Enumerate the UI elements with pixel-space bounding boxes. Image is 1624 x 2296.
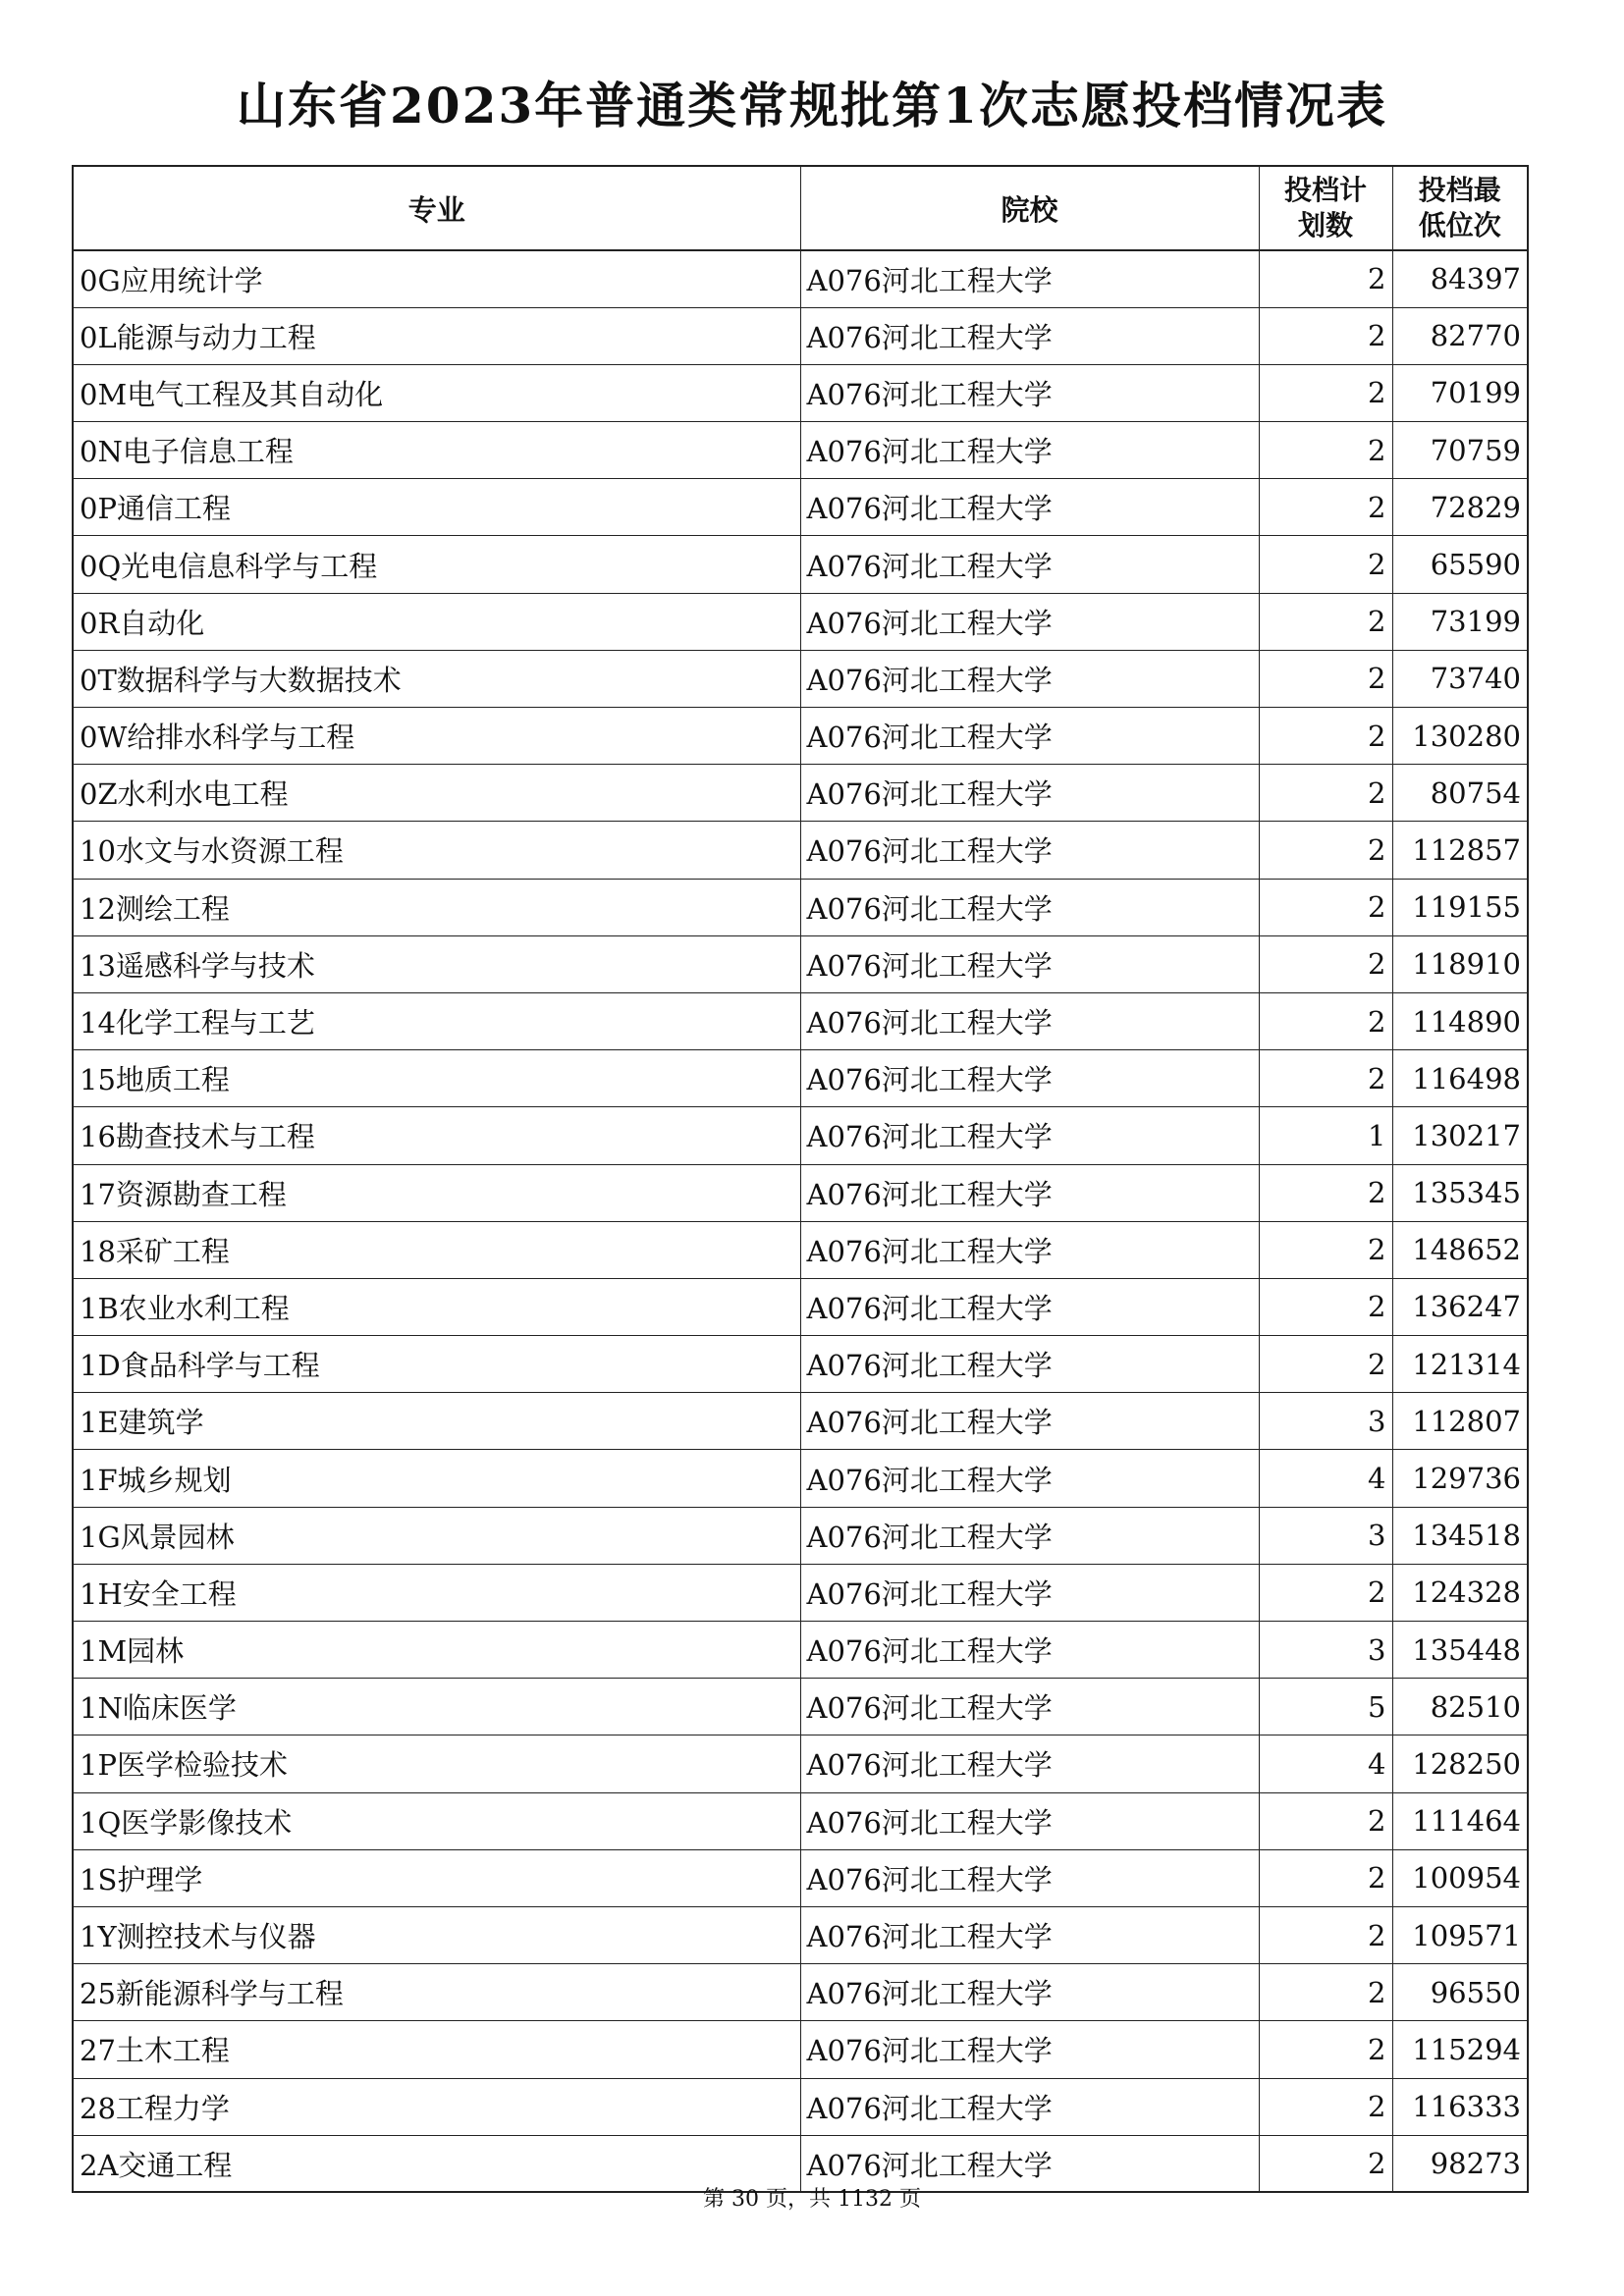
cell-min-rank: 121314: [1392, 1336, 1528, 1393]
table-row: [73, 1450, 1528, 1507]
cell-school: A076河北工程大学: [800, 650, 1259, 707]
cell-school: A076河北工程大学: [800, 1622, 1259, 1679]
cell-school: A076河北工程大学: [800, 1221, 1259, 1278]
cell-min-rank: 65590: [1392, 536, 1528, 593]
cell-plan: 2: [1259, 765, 1392, 822]
cell-major: 1Q医学影像技术: [73, 1792, 800, 1849]
cell-min-rank: 118910: [1392, 935, 1528, 992]
header-plan-line1: 投档计: [1283, 174, 1367, 206]
cell-plan: 2: [1259, 1336, 1392, 1393]
cell-plan: 2: [1259, 1050, 1392, 1107]
page-footer: 第 30 页，共 1132 页: [703, 2187, 921, 2212]
table-row: [73, 1564, 1528, 1621]
cell-min-rank: 130217: [1392, 1107, 1528, 1164]
table-row: [73, 593, 1528, 650]
cell-major: 14化学工程与工艺: [73, 992, 800, 1049]
cell-major: 1H安全工程: [73, 1564, 800, 1621]
cell-min-rank: 130280: [1392, 708, 1528, 765]
cell-major: 12测绘工程: [73, 879, 800, 935]
cell-min-rank: 96550: [1392, 1964, 1528, 2021]
table-row: [73, 1221, 1528, 1278]
cell-plan: 2: [1259, 364, 1392, 421]
cell-min-rank: 134518: [1392, 1507, 1528, 1564]
table-row: [73, 1679, 1528, 1735]
cell-plan: 2: [1259, 935, 1392, 992]
table-row: [73, 1336, 1528, 1393]
table-row: [73, 1507, 1528, 1564]
cell-school: A076河北工程大学: [800, 1336, 1259, 1393]
cell-min-rank: 73199: [1392, 593, 1528, 650]
table-row: [73, 1906, 1528, 1963]
cell-school: A076河北工程大学: [800, 879, 1259, 935]
cell-plan: 2: [1259, 708, 1392, 765]
cell-major: 0L能源与动力工程: [73, 307, 800, 364]
header-min-rank: [1392, 166, 1528, 250]
cell-plan: 2: [1259, 879, 1392, 935]
cell-plan: 2: [1259, 1221, 1392, 1278]
cell-min-rank: 70199: [1392, 364, 1528, 421]
cell-school: A076河北工程大学: [800, 536, 1259, 593]
table-row: [73, 1622, 1528, 1679]
cell-min-rank: 114890: [1392, 992, 1528, 1049]
cell-min-rank: 82770: [1392, 307, 1528, 364]
cell-school: A076河北工程大学: [800, 479, 1259, 536]
cell-major: 27土木工程: [73, 2021, 800, 2078]
table-row: [73, 1164, 1528, 1221]
cell-major: 0N电子信息工程: [73, 422, 800, 479]
cell-plan: 3: [1259, 1393, 1392, 1450]
cell-school: A076河北工程大学: [800, 1164, 1259, 1221]
cell-min-rank: 82510: [1392, 1679, 1528, 1735]
cell-plan: 2: [1259, 2078, 1392, 2135]
cell-major: 0P通信工程: [73, 479, 800, 536]
cell-min-rank: 135448: [1392, 1622, 1528, 1679]
cell-school: A076河北工程大学: [800, 1964, 1259, 2021]
cell-major: 1S护理学: [73, 1849, 800, 1906]
cell-school: A076河北工程大学: [800, 765, 1259, 822]
cell-min-rank: 124328: [1392, 1564, 1528, 1621]
cell-min-rank: 119155: [1392, 879, 1528, 935]
cell-plan: 2: [1259, 479, 1392, 536]
cell-major: 17资源勘查工程: [73, 1164, 800, 1221]
cell-school: A076河北工程大学: [800, 2135, 1259, 2192]
cell-major: 0Z水利水电工程: [73, 765, 800, 822]
table-row: [73, 935, 1528, 992]
cell-major: 0W给排水科学与工程: [73, 708, 800, 765]
cell-school: A076河北工程大学: [800, 2021, 1259, 2078]
header-school: 院校: [800, 166, 1259, 250]
cell-plan: 2: [1259, 536, 1392, 593]
header-plan-line2: 划数: [1297, 209, 1353, 241]
cell-school: A076河北工程大学: [800, 1393, 1259, 1450]
table-row: [73, 307, 1528, 364]
cell-major: 0T数据科学与大数据技术: [73, 650, 800, 707]
table-row: [73, 479, 1528, 536]
table-row: [73, 1792, 1528, 1849]
cell-min-rank: 109571: [1392, 1906, 1528, 1963]
cell-min-rank: 129736: [1392, 1450, 1528, 1507]
table-row: [73, 1050, 1528, 1107]
cell-school: A076河北工程大学: [800, 1906, 1259, 1963]
page-title: 山东省2023年普通类常规批第1次志愿投档情况表: [237, 77, 1387, 134]
cell-school: A076河北工程大学: [800, 1050, 1259, 1107]
cell-major: 1E建筑学: [73, 1393, 800, 1450]
cell-min-rank: 98273: [1392, 2135, 1528, 2192]
cell-major: 1N临床医学: [73, 1679, 800, 1735]
cell-major: 0R自动化: [73, 593, 800, 650]
cell-major: 25新能源科学与工程: [73, 1964, 800, 2021]
cell-major: 16勘查技术与工程: [73, 1107, 800, 1164]
cell-major: 0Q光电信息科学与工程: [73, 536, 800, 593]
cell-plan: 2: [1259, 593, 1392, 650]
cell-school: A076河北工程大学: [800, 1792, 1259, 1849]
cell-plan: 2: [1259, 422, 1392, 479]
cell-plan: 4: [1259, 1450, 1392, 1507]
table-row: [73, 1393, 1528, 1450]
cell-major: 1P医学检验技术: [73, 1735, 800, 1792]
cell-major: 18采矿工程: [73, 1221, 800, 1278]
cell-school: A076河北工程大学: [800, 307, 1259, 364]
cell-min-rank: 72829: [1392, 479, 1528, 536]
cell-min-rank: 128250: [1392, 1735, 1528, 1792]
table-row: [73, 879, 1528, 935]
cell-plan: 2: [1259, 1564, 1392, 1621]
table-header: [73, 166, 1528, 250]
cell-major: 1B农业水利工程: [73, 1278, 800, 1335]
cell-plan: 2: [1259, 2021, 1392, 2078]
table-row: [73, 1278, 1528, 1335]
table-row: [73, 1107, 1528, 1164]
cell-plan: 3: [1259, 1507, 1392, 1564]
table-row: [73, 422, 1528, 479]
cell-plan: 2: [1259, 1849, 1392, 1906]
cell-major: 0M电气工程及其自动化: [73, 364, 800, 421]
cell-plan: 5: [1259, 1679, 1392, 1735]
cell-plan: 2: [1259, 1964, 1392, 2021]
cell-school: A076河北工程大学: [800, 1564, 1259, 1621]
cell-major: 28工程力学: [73, 2078, 800, 2135]
cell-school: A076河北工程大学: [800, 1107, 1259, 1164]
cell-min-rank: 111464: [1392, 1792, 1528, 1849]
cell-plan: 4: [1259, 1735, 1392, 1792]
cell-major: 0G应用统计学: [73, 250, 800, 307]
header-rank-line1: 投档最: [1418, 174, 1501, 206]
table-row: [73, 822, 1528, 879]
cell-plan: 2: [1259, 307, 1392, 364]
table-row: [73, 1964, 1528, 2021]
table-row: [73, 765, 1528, 822]
cell-major: 1F城乡规划: [73, 1450, 800, 1507]
cell-min-rank: 148652: [1392, 1221, 1528, 1278]
cell-school: A076河北工程大学: [800, 822, 1259, 879]
cell-min-rank: 70759: [1392, 422, 1528, 479]
cell-major: 2A交通工程: [73, 2135, 800, 2192]
cell-plan: 2: [1259, 250, 1392, 307]
table-row: [73, 2021, 1528, 2078]
cell-school: A076河北工程大学: [800, 708, 1259, 765]
table-row: [73, 250, 1528, 307]
cell-plan: 2: [1259, 1906, 1392, 1963]
cell-min-rank: 80754: [1392, 765, 1528, 822]
cell-school: A076河北工程大学: [800, 1849, 1259, 1906]
cell-school: A076河北工程大学: [800, 2078, 1259, 2135]
cell-min-rank: 73740: [1392, 650, 1528, 707]
cell-school: A076河北工程大学: [800, 1507, 1259, 1564]
cell-plan: 2: [1259, 1792, 1392, 1849]
cell-school: A076河北工程大学: [800, 593, 1259, 650]
table-row: [73, 992, 1528, 1049]
cell-plan: 2: [1259, 1278, 1392, 1335]
cell-min-rank: 112857: [1392, 822, 1528, 879]
cell-min-rank: 100954: [1392, 1849, 1528, 1906]
cell-plan: 1: [1259, 1107, 1392, 1164]
cell-major: 1D食品科学与工程: [73, 1336, 800, 1393]
table-row: [73, 2078, 1528, 2135]
cell-major: 13遥感科学与技术: [73, 935, 800, 992]
cell-plan: 2: [1259, 650, 1392, 707]
cell-school: A076河北工程大学: [800, 992, 1259, 1049]
cell-school: A076河北工程大学: [800, 1735, 1259, 1792]
cell-school: A076河北工程大学: [800, 1278, 1259, 1335]
cell-school: A076河北工程大学: [800, 364, 1259, 421]
admission-table: [72, 165, 1529, 2193]
cell-major: 10水文与水资源工程: [73, 822, 800, 879]
cell-school: A076河北工程大学: [800, 250, 1259, 307]
cell-plan: 3: [1259, 1622, 1392, 1679]
cell-major: 15地质工程: [73, 1050, 800, 1107]
cell-plan: 2: [1259, 2135, 1392, 2192]
cell-min-rank: 112807: [1392, 1393, 1528, 1450]
cell-major: 1G风景园林: [73, 1507, 800, 1564]
cell-school: A076河北工程大学: [800, 422, 1259, 479]
cell-school: A076河北工程大学: [800, 1450, 1259, 1507]
header-major: 专业: [73, 166, 800, 250]
cell-major: 1Y测控技术与仪器: [73, 1906, 800, 1963]
table-row: [73, 364, 1528, 421]
cell-min-rank: 84397: [1392, 250, 1528, 307]
cell-plan: 2: [1259, 992, 1392, 1049]
cell-min-rank: 136247: [1392, 1278, 1528, 1335]
table-body: [73, 250, 1528, 2192]
cell-plan: 2: [1259, 1164, 1392, 1221]
cell-min-rank: 135345: [1392, 1164, 1528, 1221]
table-row: [73, 2135, 1528, 2192]
cell-min-rank: 115294: [1392, 2021, 1528, 2078]
cell-min-rank: 116498: [1392, 1050, 1528, 1107]
header-plan: [1259, 166, 1392, 250]
table-row: [73, 650, 1528, 707]
cell-min-rank: 116333: [1392, 2078, 1528, 2135]
cell-major: 1M园林: [73, 1622, 800, 1679]
table-row: [73, 536, 1528, 593]
table-row: [73, 1849, 1528, 1906]
table-row: [73, 708, 1528, 765]
cell-plan: 2: [1259, 822, 1392, 879]
header-row: [73, 166, 1528, 250]
cell-school: A076河北工程大学: [800, 1679, 1259, 1735]
cell-school: A076河北工程大学: [800, 935, 1259, 992]
table-row: [73, 1735, 1528, 1792]
header-rank-line2: 低位次: [1418, 209, 1501, 241]
